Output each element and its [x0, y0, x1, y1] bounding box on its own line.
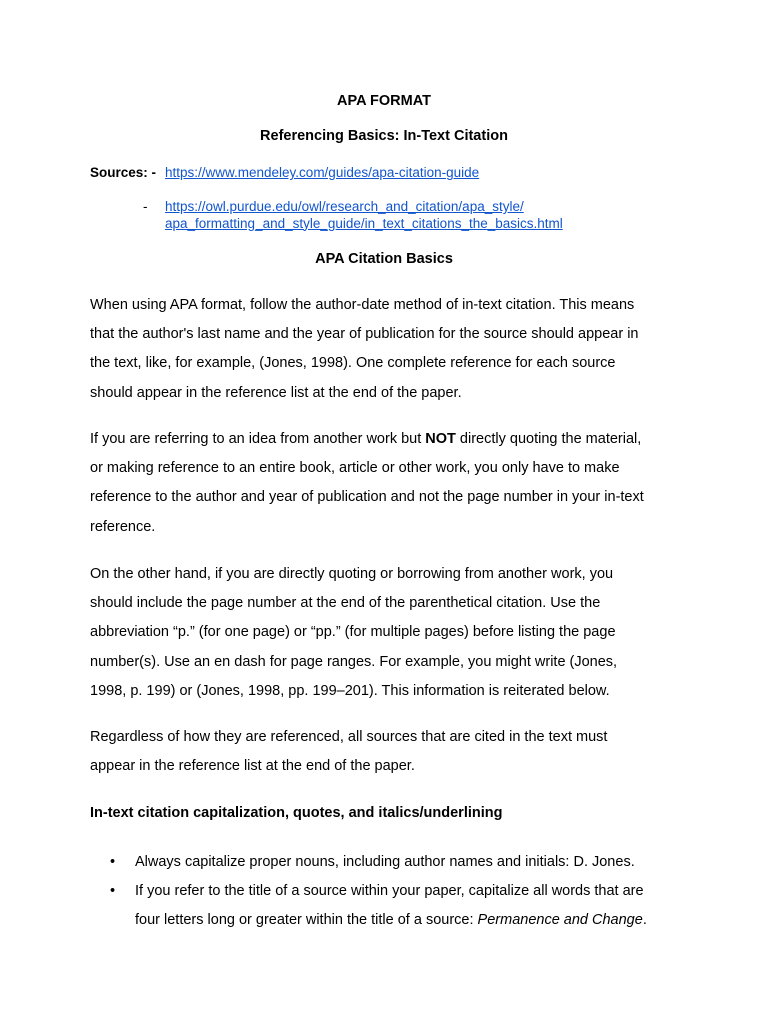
- source-link-purdue-line2[interactable]: apa_formatting_and_style_guide/in_text_citations_the_basics.html: [165, 215, 563, 231]
- list-item-text: If you refer to the title of a source within your paper, capitalize all words that are: [135, 883, 644, 900]
- bullet-marker: •: [110, 854, 116, 870]
- paragraph-line: When using APA format, follow the author-date method of in-text citation. This means: [90, 297, 635, 313]
- emphasis-not: NOT: [425, 431, 456, 447]
- source-link-purdue-line1[interactable]: https://owl.purdue.edu/owl/research_and_citation/apa_style/: [165, 199, 524, 214]
- paragraph-3: [90, 560, 690, 706]
- paragraph-line: reference.: [90, 518, 156, 535]
- source-title-italic: Permanence and Change: [477, 912, 643, 929]
- list-item-text: Always capitalize proper nouns, including author names and initials: D. Jones.: [135, 854, 635, 870]
- paragraph-2: [90, 425, 690, 542]
- paragraph-text: If you are referring to an idea from another work but: [90, 431, 426, 447]
- paragraph-line: the text, like, for example, (Jones, 1998). One complete reference for each source: [90, 355, 616, 372]
- source-dash: -: [143, 199, 148, 214]
- paragraph-line: appear in the reference list at the end of the paper.: [90, 758, 415, 775]
- list-item-text-part: .: [642, 912, 647, 929]
- source-link-mendeley[interactable]: https://www.mendeley.com/guides/apa-citation-guide: [165, 165, 480, 180]
- document-title: APA FORMAT: [337, 93, 431, 109]
- sources-label: Sources: -: [90, 165, 157, 180]
- paragraph-4: [90, 723, 690, 781]
- bullet-marker: •: [110, 883, 116, 900]
- source-link-purdue[interactable]: [165, 199, 563, 232]
- paragraph-line: On the other hand, if you are directly quoting or borrowing from another work, you: [90, 566, 614, 582]
- paragraph-line: Regardless of how they are referenced, all sources that are cited in the text must: [90, 729, 608, 745]
- bullet-list: [90, 848, 710, 936]
- list-item-text-part: four letters long or greater within the title of a source:: [135, 912, 478, 929]
- paragraph-line: should include the page number at the end of the parenthetical citation. Use the: [90, 595, 601, 612]
- paragraph-line: 1998, p. 199) or (Jones, 1998, pp. 199–201). This information is reiterated below.: [90, 682, 610, 699]
- paragraph-line: reference to the author and year of publication and not the page number in your in-text: [90, 489, 644, 506]
- paragraph-line: number(s). Use an en dash for page ranges. For example, you might write (Jones,: [90, 653, 618, 670]
- paragraph-line: that the author's last name and the year of publication for the source should appear in: [90, 326, 639, 343]
- document-subtitle: Referencing Basics: In-Text Citation: [260, 128, 508, 144]
- subheading: In-text citation capitalization, quotes, and italics/underlining: [90, 805, 503, 821]
- paragraph-line: abbreviation “p.” (for one page) or “pp.” (for multiple pages) before listing the page: [90, 624, 616, 641]
- paragraph-line: or making reference to an entire book, article or other work, you only have to make: [90, 460, 620, 477]
- paragraph-text: directly quoting the material,: [455, 431, 642, 447]
- list-item: [90, 877, 710, 935]
- section-title: APA Citation Basics: [315, 251, 453, 267]
- paragraph-line: should appear in the reference list at the end of the paper.: [90, 384, 462, 401]
- paragraph-1: [90, 291, 690, 408]
- paragraph-line: [90, 425, 690, 454]
- list-item-text: [135, 906, 710, 935]
- list-item: [90, 848, 710, 877]
